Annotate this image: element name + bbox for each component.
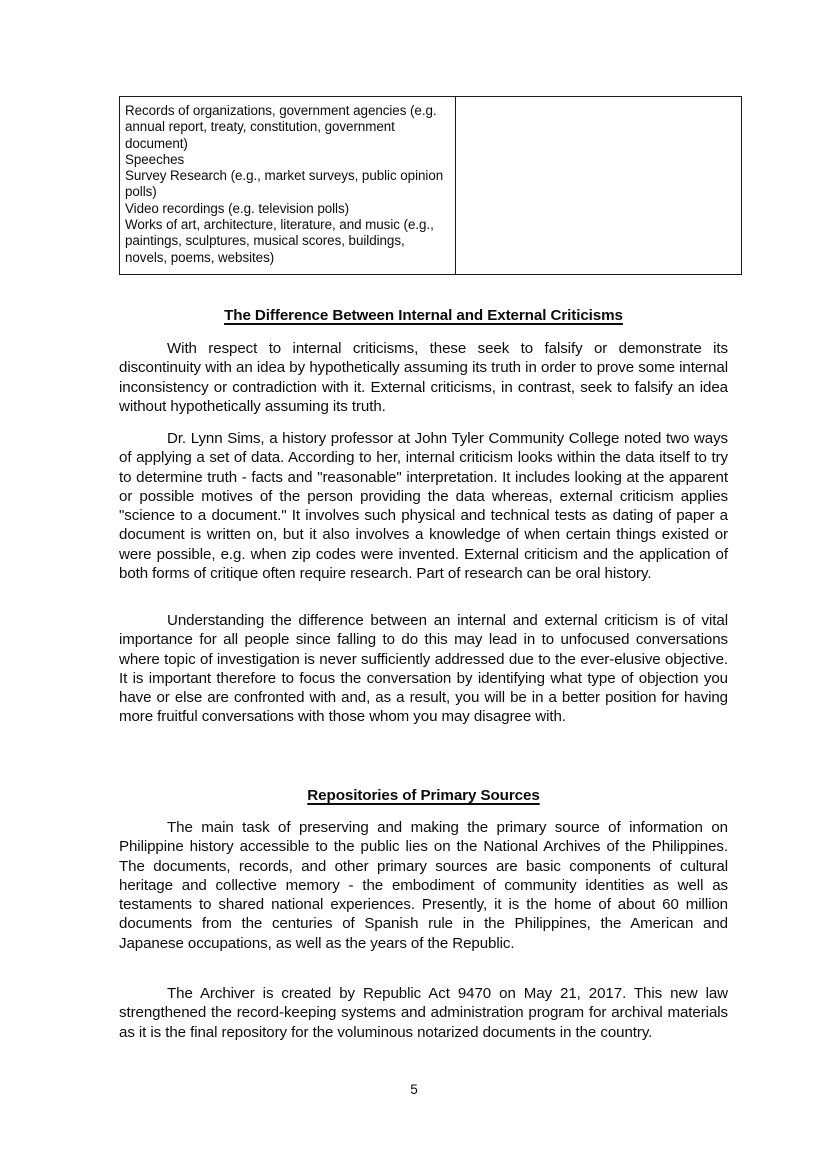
section-heading-internal-external (119, 307, 728, 324)
table-cell-line: Speeches (125, 151, 185, 167)
table-cell-line: Records of organizations, government agencies (e.g. annual report, treaty, constitution, government document) (125, 103, 437, 151)
table-row (120, 97, 742, 275)
table-cell-line: Works of art, architecture, literature, and music (e.g., paintings, sculptures, musical scores, buildings, novels, poems, websites) (125, 217, 434, 265)
section-heading-text: The Difference Between Internal and External Criticisms (224, 307, 623, 324)
table-cell-empty (456, 97, 742, 275)
paragraph-archiver-republic-act: The Archiver is created by Republic Act 9470 on May 21, 2017. This new law strengthened the record-keeping systems and administration program for archival materials as it is the final repository for the voluminous notarized documents in the country. (119, 985, 728, 1041)
paragraph-internal-criticisms: With respect to internal criticisms, these seek to falsify or demonstrate its discontinuity with an idea by hypothetically assuming its truth in order to prove some internal inconsistency or contradiction with it. External criticisms, in contrast, seek to falsify an idea without hypothetically assuming its truth. (119, 340, 728, 415)
paragraph-lynn-sims: Dr. Lynn Sims, a history professor at John Tyler Community College noted two ways of applying a set of data. According to her, internal criticism looks within the data itself to try to determine truth - facts and "reasonable" interpretation. It includes looking at the apparent or possible motives of the person providing the data whereas, external criticism applies "science to a document." It involves such physical and technical tests as dating of paper a document is written on, but it also involves a knowledge of when certain things existed or were possible, e.g. when zip codes were invented. External criticism and the application of both forms of critique often require research. Part of research can be oral history. (119, 430, 728, 583)
table-cell-line: Video recordings (e.g. television polls) (125, 200, 350, 216)
paragraph-national-archives: The main task of preserving and making the primary source of information on Philippine history accessible to the public lies on the National Archives of the Philippines. The documents, records, and other primary sources are basic components of cultural heritage and collective memory - the embodiment of community identities as well as testaments to shared national experiences. Presently, it is the home of about 60 million documents from the centuries of Spanish rule in the Philippines, the American and Japanese occupations, as well as the years of the Republic. (119, 819, 728, 952)
paragraph-understanding-difference: Understanding the difference between an internal and external criticism is of vital importance for all people since falling to do this may lead in to unfocused conversations where topic of investigation is never sufficiently addressed due to the ever-elusive objective. It is important therefore to focus the conversation by identifying what type of objection you have or else are confronted with and, as a result, you will be in a better position for having more fruitful conversations with those whom you may disagree with. (119, 612, 728, 726)
table-cell-line: Survey Research (e.g., market surveys, public opinion polls) (125, 168, 444, 200)
section-heading-text: Repositories of Primary Sources (307, 787, 540, 804)
table-cell-sources-list (120, 97, 456, 275)
page-number: 5 (410, 1082, 418, 1097)
section-heading-repositories (119, 787, 728, 804)
primary-sources-table (119, 96, 742, 275)
